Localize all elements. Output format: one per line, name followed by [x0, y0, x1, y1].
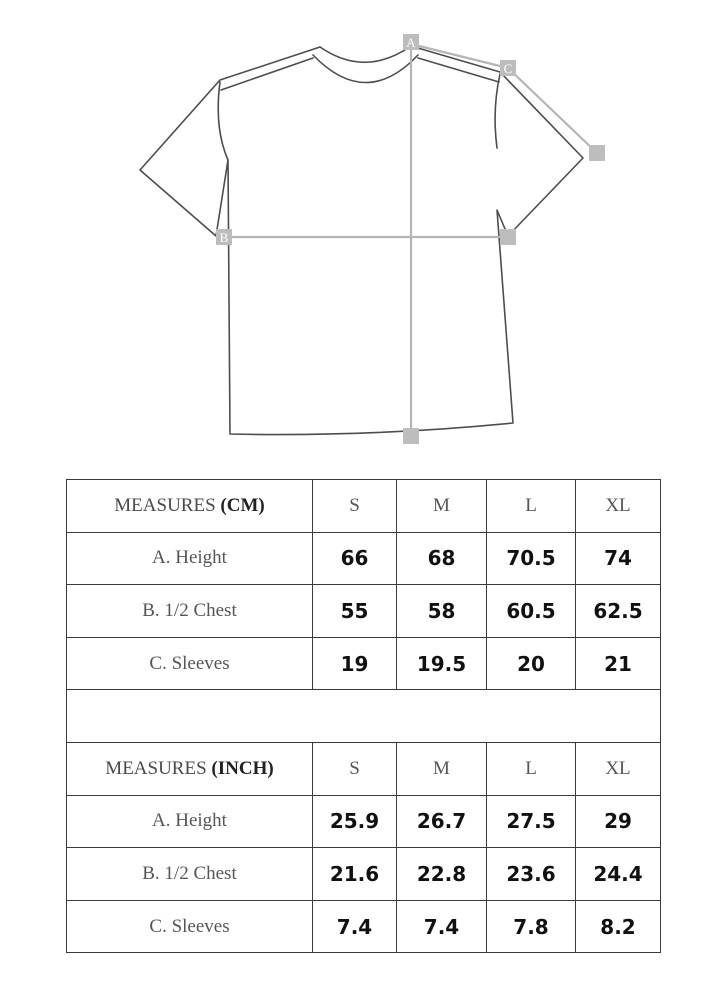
cm-row-label-sleeves: C. Sleeves	[67, 637, 313, 690]
inch-size-xl: XL	[576, 742, 661, 795]
cm-row-label-chest: B. 1/2 Chest	[67, 585, 313, 638]
cm-header-cell	[67, 480, 313, 533]
cm-size-l: L	[487, 480, 576, 533]
inch-row-label-chest: B. 1/2 Chest	[67, 848, 313, 901]
shoulder-measure-line	[411, 44, 508, 68]
table-row	[67, 795, 661, 848]
marker-c-label: C	[503, 61, 513, 76]
inch-size-s: S	[313, 742, 397, 795]
inch-header-row	[67, 742, 661, 795]
inch-sleeves-xl: 8.2	[576, 900, 661, 953]
cm-height-m: 68	[397, 532, 487, 585]
cm-height-s: 66	[313, 532, 397, 585]
inch-header-unit: (INCH)	[211, 757, 274, 779]
inch-sleeves-s: 7.4	[313, 900, 397, 953]
shirt-sleeve-seam-right	[495, 74, 500, 148]
cm-height-xl: 74	[576, 532, 661, 585]
cm-size-m: M	[397, 480, 487, 533]
inch-row-label-sleeves: C. Sleeves	[67, 900, 313, 953]
table-row	[67, 585, 661, 638]
cm-chest-l: 60.5	[487, 585, 576, 638]
inch-header-prefix: MEASURES	[105, 757, 212, 779]
table-spacer-row	[67, 690, 661, 743]
table-row	[67, 848, 661, 901]
cm-row-label-height: A. Height	[67, 532, 313, 585]
cm-sleeves-s: 19	[313, 637, 397, 690]
tshirt-diagram	[0, 0, 721, 460]
height-end-marker	[403, 428, 419, 444]
cm-chest-xl: 62.5	[576, 585, 661, 638]
cm-size-xl: XL	[576, 480, 661, 533]
inch-header-cell	[67, 742, 313, 795]
cm-header-prefix: MEASURES	[114, 494, 221, 516]
inch-size-m: M	[397, 742, 487, 795]
inch-height-s: 25.9	[313, 795, 397, 848]
cm-size-s: S	[313, 480, 397, 533]
table-row	[67, 532, 661, 585]
cm-sleeves-xl: 21	[576, 637, 661, 690]
sleeve-end-marker	[589, 145, 605, 161]
inch-size-l: L	[487, 742, 576, 795]
shirt-collar-inner	[313, 55, 418, 83]
cm-header-row	[67, 480, 661, 533]
shirt-sleeve-seam-left	[218, 82, 228, 160]
inch-height-xl: 29	[576, 795, 661, 848]
table-row	[67, 637, 661, 690]
inch-sleeves-m: 7.4	[397, 900, 487, 953]
shirt-shoulder-seam-right	[418, 58, 499, 82]
inch-chest-xl: 24.4	[576, 848, 661, 901]
marker-b-label: B	[219, 230, 229, 245]
cm-height-l: 70.5	[487, 532, 576, 585]
shirt-shoulder-seam-left	[221, 58, 313, 90]
cm-sleeves-m: 19.5	[397, 637, 487, 690]
inch-height-m: 26.7	[397, 795, 487, 848]
inch-chest-l: 23.6	[487, 848, 576, 901]
cm-chest-s: 55	[313, 585, 397, 638]
chest-end-marker	[500, 229, 516, 245]
size-chart-table	[66, 479, 661, 953]
cm-chest-m: 58	[397, 585, 487, 638]
inch-chest-s: 21.6	[313, 848, 397, 901]
marker-a-label: A	[406, 35, 416, 50]
cm-sleeves-l: 20	[487, 637, 576, 690]
table-spacer-cell	[67, 690, 661, 743]
shirt-collar-outer	[320, 46, 411, 62]
shirt-body-outline	[140, 46, 583, 435]
inch-chest-m: 22.8	[397, 848, 487, 901]
cm-header-unit: (CM)	[220, 494, 265, 516]
inch-row-label-height: A. Height	[67, 795, 313, 848]
tshirt-measurement-svg	[0, 0, 721, 460]
inch-height-l: 27.5	[487, 795, 576, 848]
sleeve-measure-line	[508, 68, 597, 153]
inch-sleeves-l: 7.8	[487, 900, 576, 953]
table-row	[67, 900, 661, 953]
